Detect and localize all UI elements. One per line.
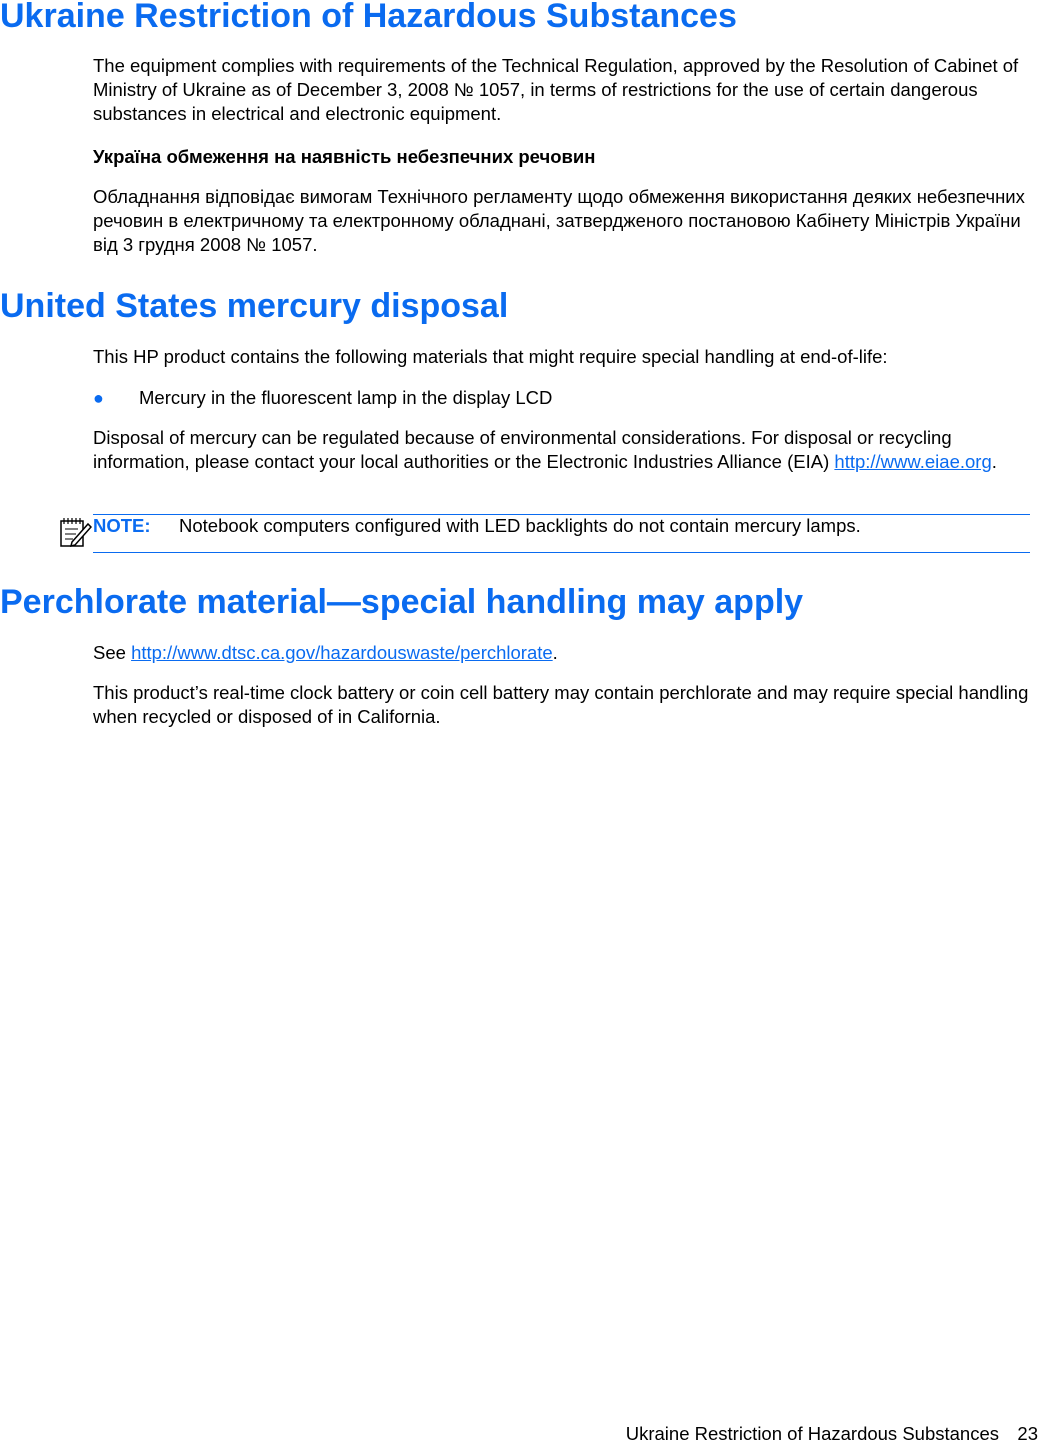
ukraine-paragraph-en: The equipment complies with requirements of the Technical Regulation, approved by the Resolution of Cabinet of Ministry of Ukraine as of December 3, 2008 № 1057, in terms of restrictions for the use of certain dangerous substances in electrical and electronic equipment. xyxy=(93,55,1019,124)
see-prefix: See xyxy=(93,642,132,663)
ukraine-paragraph-ua: Обладнання відповідає вимогам Технічного регламенту щодо обмеження використання деяких небезпечних речовин в електричному та електронному обладнані, затвердженого постановою Кабінету Міністрів України від 3 грудня 2008 № 1057. xyxy=(93,186,1025,255)
section-heading-ukraine: Ukraine Restriction of Hazardous Substances xyxy=(0,0,737,35)
note-bottom-divider xyxy=(93,552,1030,553)
dtsc-link[interactable]: http://www.dtsc.ca.gov/hazardouswaste/perchlorate xyxy=(131,642,553,663)
mercury-disposal-paragraph xyxy=(93,426,1033,474)
perchlorate-see-line xyxy=(93,641,1033,665)
footer-title: Ukraine Restriction of Hazardous Substances xyxy=(625,1423,999,1444)
page-number: 23 xyxy=(1017,1423,1038,1444)
link-period: . xyxy=(552,642,558,663)
section-heading-perchlorate: Perchlorate material—special handling may apply xyxy=(0,583,804,621)
mercury-intro-paragraph: This HP product contains the following materials that might require special handling at end-of-life: xyxy=(93,346,888,367)
note-text: Notebook computers configured with LED backlights do not contain mercury lamps. xyxy=(179,515,861,536)
ukraine-subheading-ua: Україна обмеження на наявність небезпечних речовин xyxy=(93,146,596,167)
list-item xyxy=(93,386,1033,410)
section-heading-mercury: United States mercury disposal xyxy=(0,287,509,325)
bullet-icon: ● xyxy=(93,388,104,408)
note-label: NOTE: xyxy=(93,515,151,536)
perchlorate-paragraph: This product’s real-time clock battery or coin cell battery may contain perchlorate and may require special handling when recycled or disposed of in California. xyxy=(93,682,1029,727)
eiae-link[interactable]: http://www.eiae.org xyxy=(834,451,992,472)
link-period: . xyxy=(991,451,997,472)
note-pencil-icon xyxy=(58,515,92,549)
list-item-text: Mercury in the fluorescent lamp in the display LCD xyxy=(139,387,553,408)
mercury-disposal-text: Disposal of mercury can be regulated because of environmental considerations. For disposal or recycling information, please contact your local authorities or the Electronic Industries Alliance (EIA) xyxy=(93,427,952,472)
